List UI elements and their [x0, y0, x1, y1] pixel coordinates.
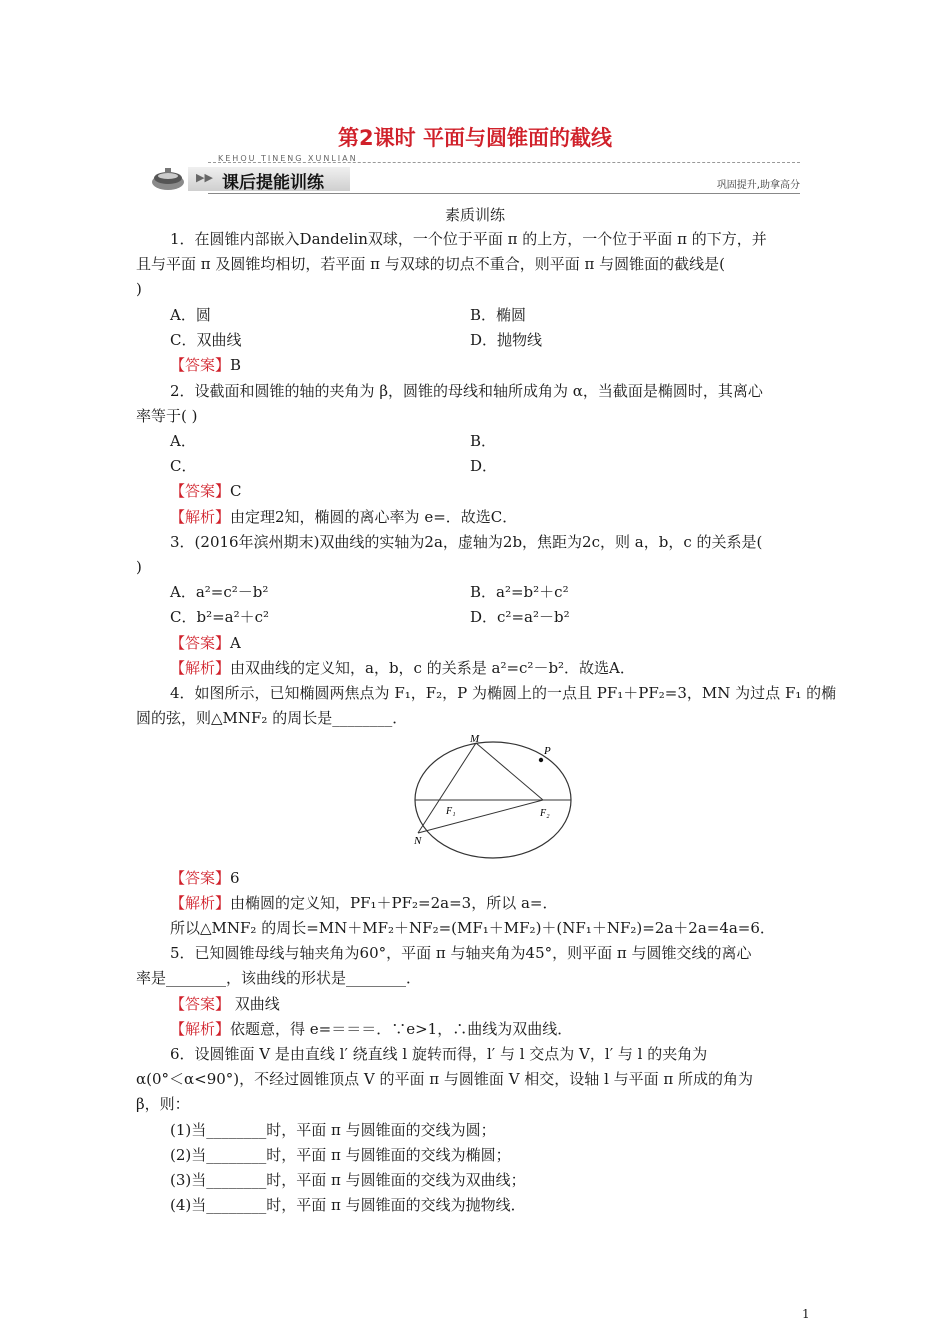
label-f2: F₂	[540, 808, 550, 819]
q4-analysis	[170, 893, 558, 913]
q5-answer	[170, 994, 280, 1014]
q2-option-c: C．	[170, 457, 197, 475]
q1-option-b: B．椭圆	[470, 306, 527, 324]
q2-stem: 2．设截面和圆锥的轴的夹角为 β，圆锥的母线和轴所成角为 α，当截面是椭圆时，其离心	[170, 382, 763, 400]
banner-rule	[208, 193, 800, 194]
q3-option-a: A．a²=c²－b²	[170, 583, 269, 601]
ellipse-figure	[408, 730, 578, 862]
q2-stem: 率等于( )	[136, 407, 198, 425]
answer-value: 双曲线	[230, 995, 280, 1013]
q2-option-b: B．	[470, 432, 497, 450]
answer-value: 6	[230, 869, 240, 887]
q4-analysis-2: 所以△MNF₂ 的周长=MN＋MF₂＋NF₂=(MF₁＋MF₂)＋(NF₁＋NF₂)=2a＋2a=4a=6．	[170, 919, 775, 937]
page-title: 第2课时 平面与圆锥面的截线	[338, 126, 612, 150]
q3-answer	[170, 633, 241, 653]
q5-stem: 5．已知圆锥母线与轴夹角为60°，平面 π 与轴夹角为45°，则平面 π 与圆锥交线的离心	[170, 944, 752, 962]
q4-stem: 4．如图所示，已知椭圆两焦点为 F₁，F₂，P 为椭圆上的一点且 PF₁＋PF₂=3，MN 为过点 F₁ 的椭	[170, 684, 837, 702]
q6-part-2: (2)当________时，平面 π 与圆锥面的交线为椭圆；	[170, 1146, 511, 1164]
point-p	[539, 758, 543, 762]
q1-answer	[170, 355, 241, 375]
q3-analysis	[170, 658, 635, 678]
q1-stem: )	[136, 280, 142, 298]
label-m: M	[470, 733, 480, 745]
section-banner	[148, 154, 800, 196]
analysis-text: 由双曲线的定义知，a，b，c 的关系是 a²=c²－b²．故选A．	[230, 659, 635, 677]
q2-answer	[170, 481, 242, 501]
q2-analysis	[170, 507, 517, 527]
q2-option-a: A．	[170, 432, 196, 450]
q6-stem: β，则：	[136, 1095, 190, 1113]
segment-nf2	[418, 800, 543, 833]
analysis-text: 由定理2知，椭圆的离心率为 e=．故选C．	[230, 508, 518, 526]
q3-stem: 3．(2016年滨州期末)双曲线的实轴为2a，虚轴为2b，焦距为2c，则 a，b，c 的关系是(	[170, 533, 763, 551]
q2-option-d: D．	[470, 457, 498, 475]
answer-tag: 【答案】	[170, 869, 231, 887]
q3-stem: )	[136, 558, 142, 576]
q3-option-b: B．a²=b²＋c²	[470, 583, 569, 601]
answer-tag: 【答案】	[170, 482, 231, 500]
section-title: 素质训练	[444, 206, 505, 224]
pot-logo-icon	[148, 156, 188, 196]
q6-part-3: (3)当________时，平面 π 与圆锥面的交线为双曲线；	[170, 1171, 526, 1189]
page-number: 1	[802, 1307, 810, 1321]
banner-subtitle: 巩固提升,助拿高分	[716, 180, 800, 191]
label-n: N	[414, 835, 422, 847]
answer-value: A	[230, 634, 241, 652]
segment-mf2	[476, 743, 543, 800]
q6-part-1: (1)当________时，平面 π 与圆锥面的交线为圆；	[170, 1121, 496, 1139]
q1-stem: 且与平面 π 及圆锥均相切，若平面 π 与双球的切点不重合，则平面 π 与圆锥面的截线是(	[136, 255, 726, 273]
q1-stem: 1．在圆锥内部嵌入Dandelin双球，一个位于平面 π 的上方，一个位于平面 π 的下方，并	[170, 230, 767, 248]
analysis-tag: 【解析】	[170, 894, 231, 912]
answer-tag: 【答案】	[170, 995, 231, 1013]
q6-part-4: (4)当________时，平面 π 与圆锥面的交线为抛物线．	[170, 1196, 526, 1214]
q1-option-a: A．圆	[170, 306, 211, 324]
answer-tag: 【答案】	[170, 634, 231, 652]
q3-option-c: C．b²=a²＋c²	[170, 608, 270, 626]
arrows-icon: ▶▶	[196, 171, 213, 184]
q4-stem: 圆的弦，则△MNF₂ 的周长是________．	[136, 709, 408, 727]
banner-title: 课后提能训练	[222, 173, 324, 193]
answer-tag: 【答案】	[170, 356, 231, 374]
analysis-tag: 【解析】	[170, 659, 231, 677]
answer-value: B	[230, 356, 242, 374]
q5-stem: 率是________，该曲线的形状是________．	[136, 969, 422, 987]
analysis-text: 依题意，得 e=＝＝＝．∵e>1，∴曲线为双曲线．	[230, 1020, 573, 1038]
q6-stem: α(0°＜α<90°)，不经过圆锥顶点 V 的平面 π 与圆锥面 V 相交，设轴 l 与平面 π 所成的角为	[136, 1070, 754, 1088]
q5-analysis	[170, 1019, 572, 1039]
q1-option-d: D．抛物线	[470, 331, 543, 349]
answer-value: C	[230, 482, 242, 500]
q6-stem: 6．设圆锥面 V 是由直线 l′ 绕直线 l 旋转而得，l′ 与 l 交点为 V，l′ 与 l 的夹角为	[170, 1045, 708, 1063]
q1-option-c: C．双曲线	[170, 331, 242, 349]
analysis-tag: 【解析】	[170, 1020, 231, 1038]
q4-answer	[170, 868, 240, 888]
banner-pinyin: KEHOU TINENG XUNLIAN	[218, 154, 358, 163]
q3-option-d: D．c²=a²－b²	[470, 608, 570, 626]
label-f1: F₁	[446, 806, 456, 817]
analysis-tag: 【解析】	[170, 508, 231, 526]
label-p: P	[544, 745, 551, 757]
analysis-text: 由椭圆的定义知，PF₁＋PF₂=2a=3，所以 a=．	[230, 894, 558, 912]
